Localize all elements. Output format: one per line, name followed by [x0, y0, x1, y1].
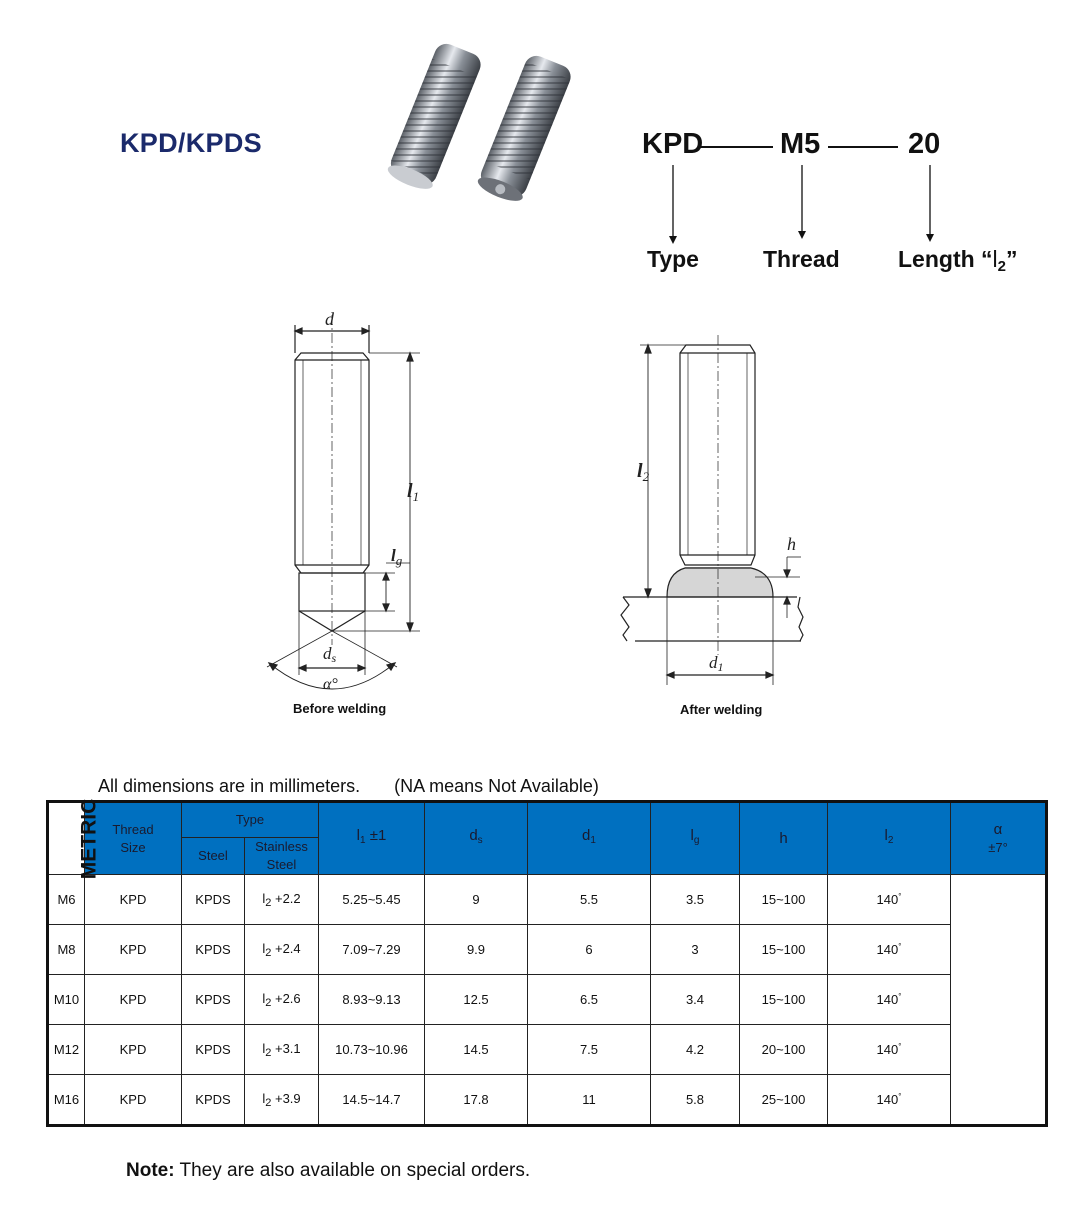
label-thread: Thread	[763, 246, 840, 272]
cell-alpha: 140°	[828, 1075, 951, 1126]
note-label: Note:	[126, 1160, 175, 1181]
label-length-suffix: ”	[1006, 246, 1018, 272]
header-alpha: α ±7°	[951, 802, 1047, 875]
cell-thread: M6	[48, 875, 85, 925]
header-type: Type	[182, 802, 319, 838]
svg-text:α°: α°	[323, 676, 338, 693]
cell-ds: 7.09~7.29	[319, 925, 425, 975]
cell-h: 4.2	[651, 1025, 740, 1075]
header-l1: $l_1 \pm 1$	[319, 802, 425, 875]
cell-h: 3.4	[651, 975, 740, 1025]
cell-l2: 15~100	[740, 975, 828, 1025]
na-note: (NA means Not Available)	[394, 776, 599, 796]
cell-stainless: KPDS	[182, 875, 245, 925]
header-h: h	[740, 802, 828, 875]
cell-lg: 11	[528, 1075, 651, 1126]
cell-steel: KPD	[85, 925, 182, 975]
cell-thread: M16	[48, 1075, 85, 1126]
dim-d: d	[325, 309, 334, 329]
product-photo	[375, 28, 595, 203]
table-row	[48, 975, 1047, 1025]
label-length	[898, 246, 1018, 275]
code-length: 20	[908, 128, 941, 160]
header-d1: $d_1$	[528, 802, 651, 875]
product-title: KPD/KPDS	[120, 128, 262, 158]
svg-text:lg: $l_g$	[391, 546, 403, 568]
table-row	[48, 875, 1047, 925]
table-row	[48, 1075, 1047, 1126]
cell-steel: KPD	[85, 1025, 182, 1075]
code-thread: M5	[780, 128, 821, 160]
footer-note	[126, 1160, 530, 1182]
svg-text:l1: $l_1$	[407, 480, 420, 504]
cell-thread: M10	[48, 975, 85, 1025]
svg-text:l2: $l_2$	[637, 460, 650, 484]
cell-l2: 25~100	[740, 1075, 828, 1126]
svg-text:h: h	[787, 534, 796, 554]
label-length-prefix: Length “	[898, 246, 993, 272]
cell-h: 3.5	[651, 875, 740, 925]
cell-l1: $l_2 +2.4$	[245, 925, 319, 975]
after-welding-caption: After welding	[680, 702, 763, 717]
cell-steel: KPD	[85, 875, 182, 925]
header-l2: $l_2$	[828, 802, 951, 875]
cell-steel: KPD	[85, 975, 182, 1025]
cell-h: 3	[651, 925, 740, 975]
cell-l1: $l_2 +3.1$	[245, 1025, 319, 1075]
cell-l2: 20~100	[740, 1025, 828, 1075]
cell-l2: 15~100	[740, 875, 828, 925]
label-type: Type	[647, 246, 699, 272]
label-length-sub: 2	[997, 258, 1007, 275]
cell-d1: 9.9	[425, 925, 528, 975]
spec-table	[46, 800, 1048, 1127]
cell-alpha: 140°	[828, 875, 951, 925]
svg-text:ds: ds	[323, 644, 337, 665]
cell-lg: 7.5	[528, 1025, 651, 1075]
after-welding-drawing	[605, 335, 820, 700]
before-welding-caption: Before welding	[293, 701, 387, 716]
label-length-symbol: l	[992, 246, 998, 272]
cell-lg: 6.5	[528, 975, 651, 1025]
cell-thread: M12	[48, 1025, 85, 1075]
metric-side-cell	[48, 798, 101, 879]
cell-steel: KPD	[85, 1075, 182, 1126]
cell-d1: 14.5	[425, 1025, 528, 1075]
cell-alpha: 140°	[828, 975, 951, 1025]
units-note	[98, 776, 599, 797]
cell-d1: 12.5	[425, 975, 528, 1025]
cell-lg: 6	[528, 925, 651, 975]
cell-ds: 8.93~9.13	[319, 975, 425, 1025]
cell-alpha: 140°	[828, 1025, 951, 1075]
cell-ds: 5.25~5.45	[319, 875, 425, 925]
cell-lg: 5.5	[528, 875, 651, 925]
header-stainless: Stainless Steel	[245, 838, 319, 875]
before-welding-drawing	[255, 305, 435, 705]
cell-h: 5.8	[651, 1075, 740, 1126]
code-type: KPD	[642, 128, 704, 160]
header-thread-size: Thread Size	[85, 802, 182, 875]
cell-stainless: KPDS	[182, 1025, 245, 1075]
code-connector-arrows	[640, 140, 960, 250]
cell-l1: $l_2 +3.9$	[245, 1075, 319, 1126]
header-steel: Steel	[182, 838, 245, 875]
cell-l1: $l_2 +2.6$	[245, 975, 319, 1025]
cell-stainless: KPDS	[182, 975, 245, 1025]
cell-ds: 14.5~14.7	[319, 1075, 425, 1126]
cell-stainless: KPDS	[182, 1075, 245, 1126]
cell-d1: 17.8	[425, 1075, 528, 1126]
header-lg: $l_g$	[651, 802, 740, 875]
cell-l2: 15~100	[740, 925, 828, 975]
cell-l1: $l_2 +2.2$	[245, 875, 319, 925]
cell-thread: M8	[48, 925, 85, 975]
cell-alpha: 140°	[828, 925, 951, 975]
cell-d1: 9	[425, 875, 528, 925]
units-text: All dimensions are in millimeters.	[98, 776, 361, 796]
table-row	[48, 1025, 1047, 1075]
metric-label: METRIC	[77, 798, 101, 879]
cell-ds: 10.73~10.96	[319, 1025, 425, 1075]
note-text: They are also available on special orders.	[174, 1160, 531, 1181]
header-ds: $d_s$	[425, 802, 528, 875]
table-row	[48, 925, 1047, 975]
svg-text:d1: d1	[709, 653, 724, 674]
cell-stainless: KPDS	[182, 925, 245, 975]
